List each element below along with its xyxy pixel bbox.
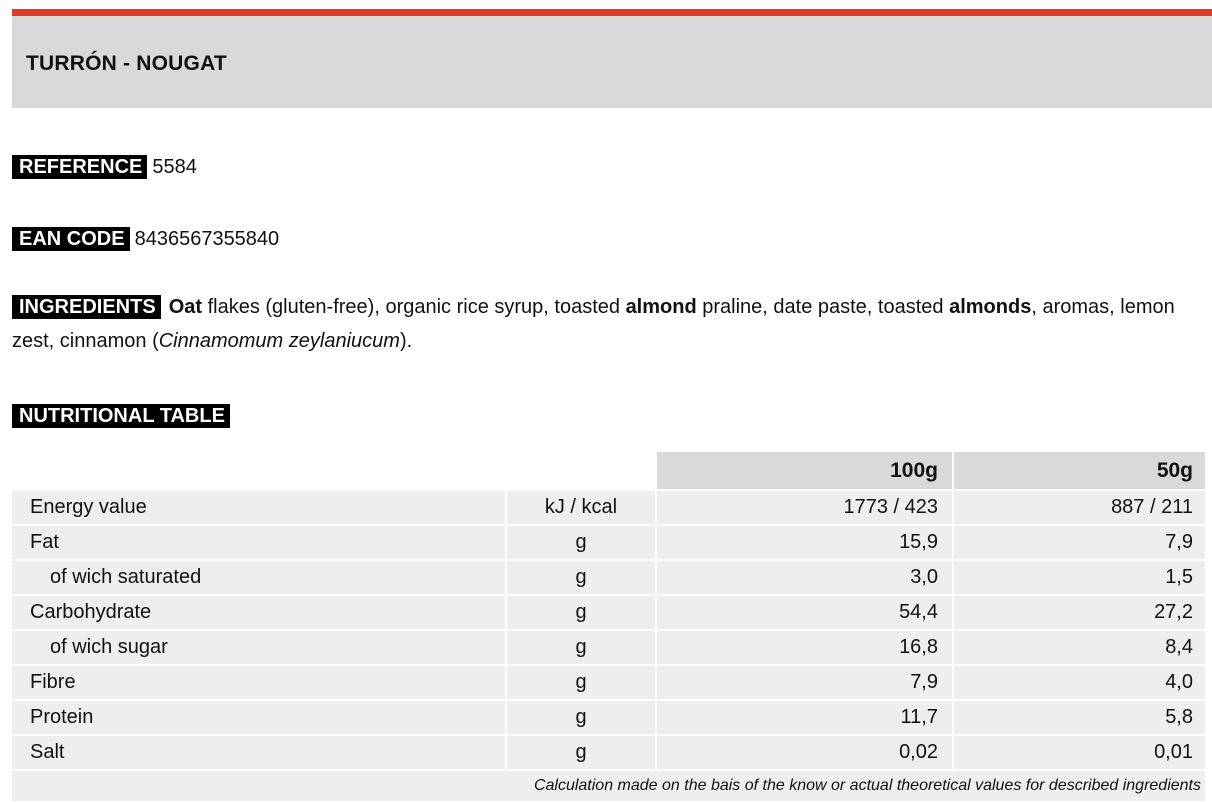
value-50g: 887 / 211 — [952, 491, 1205, 524]
accent-bar — [12, 9, 1212, 16]
value-100g: 11,7 — [655, 701, 952, 734]
nutrient-name: Protein — [12, 701, 505, 734]
column-header-50g: 50g — [952, 452, 1205, 489]
calculation-note: Calculation made on the bais of the know or actual theoretical values for described ingredients — [12, 771, 1205, 801]
value-50g: 7,9 — [952, 526, 1205, 559]
value-100g: 54,4 — [655, 596, 952, 629]
value-100g: 16,8 — [655, 631, 952, 664]
nutrient-unit: g — [505, 631, 655, 664]
ingredients-label: INGREDIENTS — [12, 295, 161, 319]
value-100g: 3,0 — [655, 561, 952, 594]
value-100g: 7,9 — [655, 666, 952, 699]
nutrient-name: of wich sugar — [12, 631, 505, 664]
nutrient-name: Carbohydrate — [12, 596, 505, 629]
ean-field — [12, 225, 279, 253]
nutrient-name: Energy value — [12, 491, 505, 524]
nutrient-unit: g — [505, 526, 655, 559]
value-50g: 4,0 — [952, 666, 1205, 699]
table-row — [12, 526, 1205, 559]
reference-field — [12, 153, 197, 181]
ean-label: EAN CODE — [12, 227, 130, 251]
value-100g: 0,02 — [655, 736, 952, 769]
nutrition-table — [12, 450, 1205, 803]
value-50g: 8,4 — [952, 631, 1205, 664]
ean-value: 8436567355840 — [134, 228, 280, 250]
column-header-100g: 100g — [655, 452, 952, 489]
product-title: TURRÓN - NOUGAT — [26, 52, 227, 75]
nutrition-heading-field — [12, 402, 230, 430]
nutrient-name: Fat — [12, 526, 505, 559]
nutrient-name: of wich saturated — [12, 561, 505, 594]
ingredients-text: Oat flakes (gluten-free), organic rice syrup, toasted almond praline, date paste, toasted almonds, aromas, lemon zest, cinnamon (Cinnamomum zeylaniucum). — [12, 296, 1175, 352]
nutrient-unit: g — [505, 666, 655, 699]
table-row — [12, 736, 1205, 769]
table-row — [12, 701, 1205, 734]
product-header — [12, 16, 1212, 108]
nutrient-unit: g — [505, 701, 655, 734]
value-50g: 1,5 — [952, 561, 1205, 594]
value-50g: 27,2 — [952, 596, 1205, 629]
table-row — [12, 596, 1205, 629]
nutrient-unit: g — [505, 736, 655, 769]
table-footnote-row — [12, 771, 1205, 801]
nutrient-unit: kJ / kcal — [505, 491, 655, 524]
nutrient-name: Salt — [12, 736, 505, 769]
nutrient-unit: g — [505, 561, 655, 594]
nutrition-heading: NUTRITIONAL TABLE — [12, 404, 230, 428]
table-row — [12, 631, 1205, 664]
value-100g: 15,9 — [655, 526, 952, 559]
value-50g: 5,8 — [952, 701, 1205, 734]
nutrient-name: Fibre — [12, 666, 505, 699]
value-100g: 1773 / 423 — [655, 491, 952, 524]
table-row — [12, 561, 1205, 594]
table-header-row — [12, 452, 1205, 489]
table-row — [12, 491, 1205, 524]
value-50g: 0,01 — [952, 736, 1205, 769]
reference-label: REFERENCE — [12, 155, 147, 179]
ingredients-field — [12, 290, 1182, 358]
table-row — [12, 666, 1205, 699]
nutrient-unit: g — [505, 596, 655, 629]
reference-value: 5584 — [152, 156, 197, 178]
